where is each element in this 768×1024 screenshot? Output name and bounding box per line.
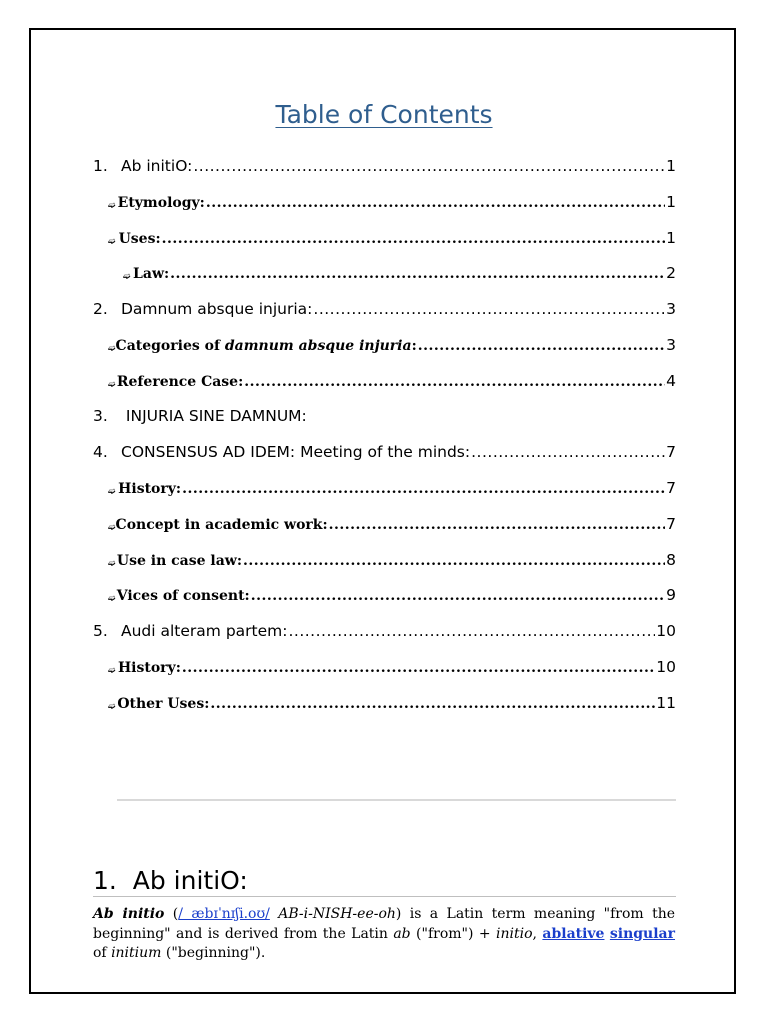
term-initio: initio <box>496 925 533 942</box>
toc-label: History: <box>118 481 182 497</box>
toc-page-number: 7 <box>666 443 676 461</box>
toc-entry[interactable] <box>108 690 676 712</box>
toc-leader <box>244 374 665 390</box>
arrow-bullet-icon: ➫ <box>108 237 116 247</box>
toc-entry[interactable] <box>93 296 676 318</box>
section-divider <box>117 799 676 801</box>
toc-entry[interactable] <box>123 260 676 282</box>
toc-leader <box>471 443 665 461</box>
toc-entry[interactable] <box>93 618 676 640</box>
ipa-link[interactable]: / æbɪˈnɪʃi.oʊ/ <box>178 906 270 922</box>
toc-page-number: 2 <box>666 264 676 282</box>
toc-number: 2. <box>93 300 108 318</box>
toc-label: Ab initiO: <box>121 157 193 175</box>
arrow-bullet-icon: ➫ <box>123 272 131 282</box>
toc-entry[interactable] <box>93 403 676 425</box>
toc-page-number: 10 <box>656 658 676 676</box>
toc-entry[interactable] <box>108 189 676 211</box>
toc-leader <box>418 338 665 354</box>
toc-entry[interactable] <box>108 332 676 354</box>
toc-label: Uses: <box>118 231 161 247</box>
toc-leader <box>243 553 665 569</box>
toc-label: Damnum absque injuria: <box>121 300 313 318</box>
arrow-bullet-icon: ➫ <box>108 559 116 569</box>
toc-title: Table of Contents <box>275 100 493 129</box>
toc-entry[interactable] <box>93 153 676 175</box>
toc-page-number: 9 <box>666 586 676 604</box>
toc-leader <box>251 588 665 604</box>
toc-label-italic: damnum absque injuria <box>224 338 412 354</box>
toc-page-number: 1 <box>666 157 676 175</box>
toc-label: Reference Case: <box>116 374 244 390</box>
respelling: AB-i-NISH-ee-oh <box>278 906 396 922</box>
arrow-bullet-icon: ➫ <box>108 487 116 497</box>
toc-entry[interactable] <box>108 475 676 497</box>
toc-page-number: 3 <box>666 300 676 318</box>
toc-leader <box>210 696 655 712</box>
toc-leader <box>162 231 665 247</box>
arrow-bullet-icon: ➫ <box>108 201 116 211</box>
toc-leader <box>206 195 665 211</box>
toc-label: Audi alteram partem: <box>121 622 288 640</box>
toc-label: Law: <box>133 266 170 282</box>
toc-page-number: 3 <box>666 336 676 354</box>
toc-page-number: 1 <box>666 229 676 247</box>
term-ab-initio: Ab initio <box>93 906 165 922</box>
toc-page-number: 1 <box>666 193 676 211</box>
toc-label: Etymology: <box>117 195 205 211</box>
toc-number: 5. <box>93 622 108 640</box>
toc-number: 3. <box>93 407 108 425</box>
toc-entry[interactable] <box>108 582 676 604</box>
toc-page-number: 7 <box>666 479 676 497</box>
arrow-bullet-icon: ➫ <box>108 344 116 354</box>
toc-entry[interactable] <box>108 368 676 390</box>
toc-entry[interactable] <box>108 654 676 676</box>
arrow-bullet-icon: ➫ <box>108 523 116 533</box>
toc-label: Use in case law: <box>116 553 242 569</box>
toc-page-number: 10 <box>656 622 676 640</box>
toc-leader <box>182 660 655 676</box>
toc-entry[interactable] <box>108 225 676 247</box>
toc-entry[interactable] <box>108 511 676 533</box>
term-ab: ab <box>393 925 411 942</box>
toc-label: CONSENSUS AD IDEM: Meeting of the minds: <box>121 443 471 461</box>
toc-entry[interactable] <box>93 439 676 461</box>
toc-leader <box>329 517 665 533</box>
toc-number: 4. <box>93 443 108 461</box>
arrow-bullet-icon: ➫ <box>108 666 116 676</box>
toc-page-number: 7 <box>666 515 676 533</box>
toc-label: Other Uses: <box>117 696 210 712</box>
singular-link[interactable]: singular <box>609 925 676 942</box>
body-paragraph: Ab initio (/ æbɪˈnɪʃi.oʊ/ AB-i-NISH-ee-oh) is a Latin term meaning "from the beginning" and is derived from the Latin ab ("from") + initio, ablative singular of initium ("beginning"). <box>93 906 676 961</box>
toc-label: History: <box>117 660 181 676</box>
heading-underline <box>93 896 676 897</box>
toc-leader <box>182 481 665 497</box>
arrow-bullet-icon: ➫ <box>108 380 116 390</box>
arrow-bullet-icon: ➫ <box>108 594 116 604</box>
toc-label: Vices of consent: <box>116 588 250 604</box>
toc-page-number: 4 <box>666 372 676 390</box>
section-heading: 1. Ab initiO: <box>93 866 248 895</box>
term-initium: initium <box>111 945 162 961</box>
toc-leader <box>288 622 655 640</box>
arrow-bullet-icon: ➫ <box>108 702 116 712</box>
toc-number: 1. <box>93 157 108 175</box>
toc-label: Concept in academic work: <box>115 517 328 533</box>
toc-leader <box>193 157 665 175</box>
toc-page-number: 11 <box>656 694 676 712</box>
toc-page-number: 8 <box>666 551 676 569</box>
toc-leader <box>170 266 665 282</box>
ablative-link[interactable]: ablative <box>542 925 605 942</box>
toc-label: INJURIA SINE DAMNUM: <box>121 407 307 425</box>
toc-leader <box>313 300 665 318</box>
toc-label: Categories of damnum absque injuria: <box>115 338 417 354</box>
toc-entry[interactable] <box>108 547 676 569</box>
